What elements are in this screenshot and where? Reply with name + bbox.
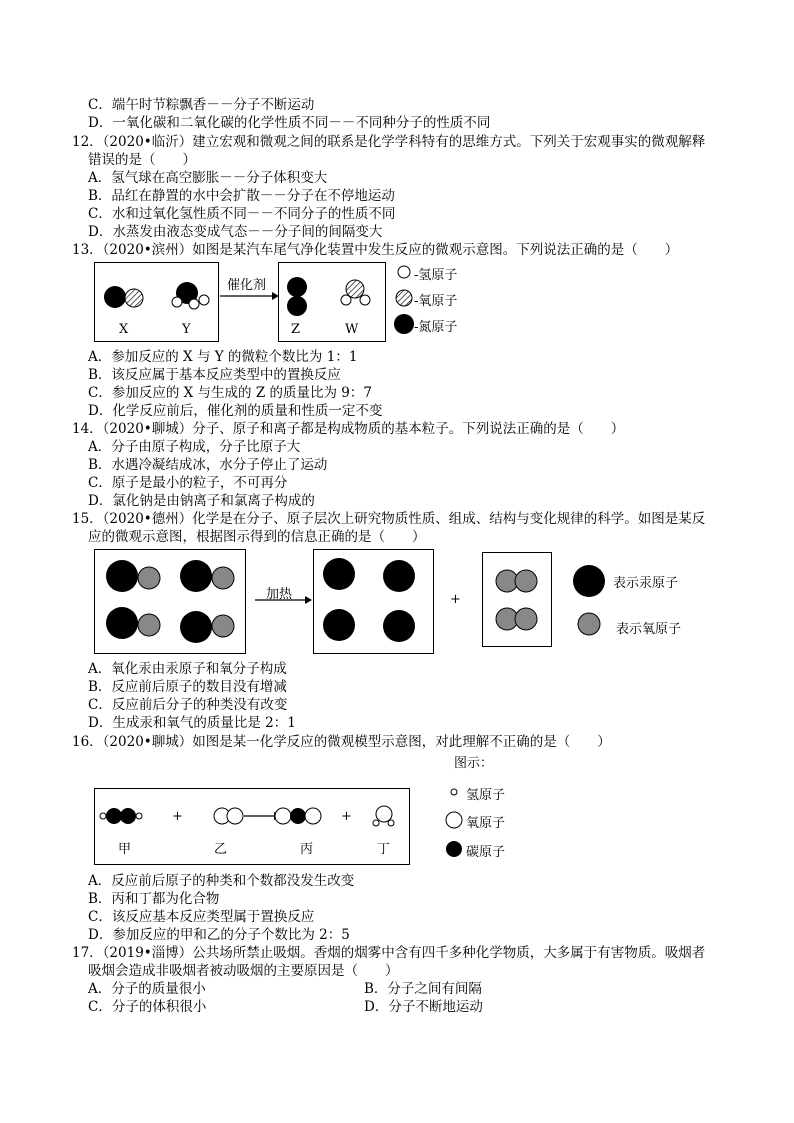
q11-option-d: D．一氧化碳和二氧化碳的化学性质不同－－不同种分子的性质不同 — [88, 115, 491, 131]
legend-title: 图示： — [454, 756, 494, 771]
q16-option-c: C．该反应基本反应类型属于置换反应 — [88, 909, 315, 925]
q17-option-c: C．分子的体积很小 — [88, 999, 207, 1015]
legend-nitrogen: -氮原子 — [414, 320, 458, 335]
label-ding: 丁 — [377, 842, 391, 857]
q14-option-c: C．原子是最小的粒子，不可再分 — [88, 475, 288, 491]
q11-option-c: C．端午时节粽飘香－－分子不断运动 — [88, 97, 315, 113]
q12-stem-cont: 错误的是（ ） — [88, 152, 196, 168]
legend-hydrogen-16: 氢原子 — [466, 788, 506, 803]
q12-option-c: C．水和过氧化氢性质不同－－不同分子的性质不同 — [88, 206, 396, 222]
q16-option-b: B．丙和丁都为化合物 — [88, 891, 220, 907]
q17-option-d: D．分子不断地运动 — [364, 999, 483, 1015]
q16-option-a: A．反应前后原子的种类和个数都没发生改变 — [88, 873, 355, 889]
legend-oxygen: -氧原子 — [414, 294, 458, 309]
q13-option-d: D．化学反应前后，催化剂的质量和性质一定不变 — [88, 403, 383, 419]
q17-stem: 17．（2019•淄博）公共场所禁止吸烟。香烟的烟雾中含有四千多种化学物质，大多属于有害物质。吸烟者 — [72, 945, 706, 961]
q15-reactants-figure — [94, 549, 246, 654]
q12-option-d: D．水蒸发由液态变成气态－－分子间的间隔变大 — [88, 224, 383, 240]
q15-option-c: C．反应前后分子的种类没有改变 — [88, 697, 288, 713]
label-jia: 甲 — [118, 842, 132, 857]
q15-option-b: B．反应前后原子的数目没有增减 — [88, 679, 287, 695]
label-z: Z — [291, 322, 301, 337]
q13-option-c: C．参加反应的 X 与生成的 Z 的质量比为 9：7 — [88, 385, 372, 401]
legend-carbon: 碳原子 — [466, 845, 506, 860]
q15-stem-cont: 应的微观示意图，根据图示得到的信息正确的是（ ） — [88, 529, 426, 545]
legend-oxygen-15: 表示氧原子 — [616, 622, 682, 637]
q14-option-d: D．氯化钠是由钠离子和氯离子构成的 — [88, 493, 315, 509]
q15-stem: 15．（2020•德州）化学是在分子、原子层次上研究物质性质、组成、结构与变化规律的科学。如图是某反 — [72, 511, 706, 527]
q15-oxygen-figure — [482, 552, 552, 647]
q17-option-b: B．分子之间有间隔 — [364, 981, 482, 997]
label-w: W — [345, 322, 359, 337]
label-yi: 乙 — [214, 842, 228, 857]
q12-option-b: B．品红在静置的水中会扩散－－分子在不停地运动 — [88, 188, 395, 204]
label-y: Y — [182, 322, 191, 337]
q14-option-b: B．水遇冷凝结成冰，水分子停止了运动 — [88, 457, 328, 473]
legend-oxygen-16: 氧原子 — [466, 816, 506, 831]
label-x: X — [119, 322, 129, 337]
q15-legend-icons — [570, 562, 610, 642]
legend-hydrogen: -氢原子 — [414, 268, 458, 283]
q15-option-a: A．氧化汞由汞原子和氧分子构成 — [88, 661, 287, 677]
q13-option-a: A．参加反应的 X 与 Y 的微粒个数比为 1：1 — [88, 349, 358, 365]
q17-stem-cont: 吸烟会造成非吸烟者被动吸烟的主要原因是（ ） — [88, 963, 399, 979]
q15-mercury-figure — [313, 549, 434, 654]
q16-figure — [94, 788, 410, 865]
q14-stem: 14．（2020•聊城）分子、原子和离子都是构成物质的基本粒子。下列说法正确的是（ ） — [72, 421, 625, 437]
q15-option-d: D．生成汞和氧气的质量比是 2：1 — [88, 715, 296, 731]
q13-option-b: B．该反应属于基本反应类型中的置换反应 — [88, 367, 341, 383]
q12-stem: 12．（2020•临沂）建立宏观和微观之间的联系是化学学科特有的思维方式。下列关于宏观事实的微观解释 — [72, 134, 706, 150]
q13-stem: 13．（2020•滨州）如图是某汽车尾气净化装置中发生反应的微观示意图。下列说法正确的是（ ） — [72, 242, 679, 258]
q17-option-a: A．分子的质量很小 — [88, 981, 206, 997]
plus-2: + — [341, 809, 352, 824]
plus-sign: + — [450, 592, 461, 607]
catalyst-label: 催化剂 — [227, 278, 267, 293]
q14-option-a: A．分子由原子构成，分子比原子大 — [88, 439, 301, 455]
q16-stem: 16．（2020•聊城）如图是某一化学反应的微观模型示意图，对此理解不正确的是（ ） — [72, 734, 611, 750]
label-bing: 丙 — [300, 842, 314, 857]
q12-option-a: A．氢气球在高空膨胀－－分子体积变大 — [88, 170, 328, 186]
q16-option-d: D．参加反应的甲和乙的分子个数比为 2：5 — [88, 927, 350, 943]
heat-label: 加热 — [266, 587, 293, 602]
legend-mercury: 表示汞原子 — [613, 576, 679, 591]
plus-1: + — [172, 809, 183, 824]
